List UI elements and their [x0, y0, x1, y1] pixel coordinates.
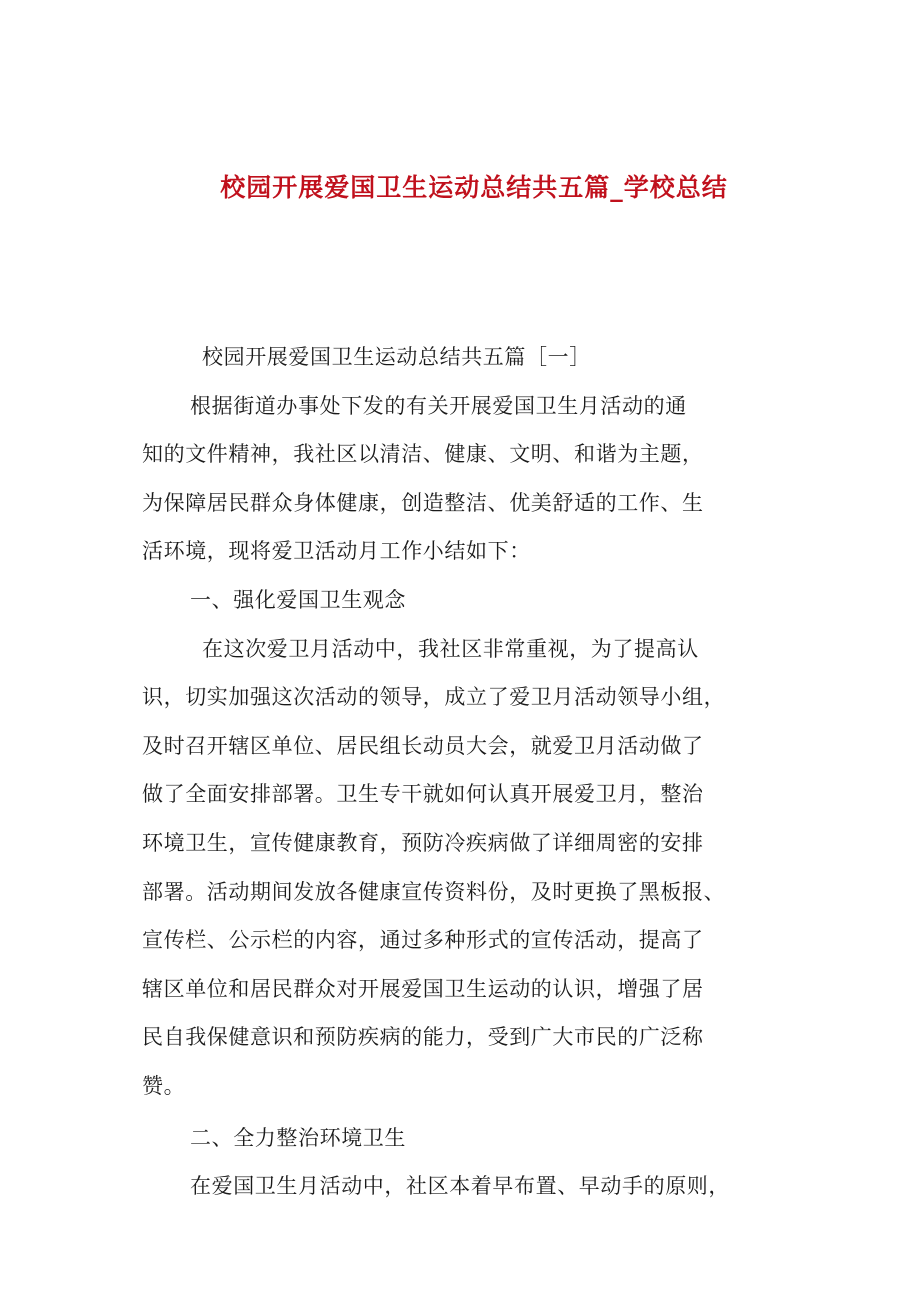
paragraph-line: 在这次爱卫月活动中，我社区非常重视，为了提高认: [202, 636, 699, 661]
section-heading: 二、全力整治环境卫生: [190, 1125, 406, 1150]
paragraph-line: 在爱国卫生月活动中，社区本着早布置、早动手的原则，: [190, 1174, 730, 1199]
paragraph-line: 环境卫生，宣传健康教育，预防冷疾病做了详细周密的安排: [142, 830, 704, 855]
document-body: [142, 333, 792, 1211]
paragraph-line: 为保障居民群众身体健康，创造整洁、优美舒适的工作、生: [142, 490, 704, 515]
paragraph-line: 赞。: [142, 1073, 186, 1098]
paragraph-line: 宣传栏、公示栏的内容，通过多种形式的宣传活动，提高了: [142, 928, 704, 953]
paragraph-line: 辖区单位和居民群众对开展爱国卫生运动的认识，增强了居: [142, 976, 704, 1001]
paragraph-line: 知的文件精神，我社区以清洁、健康、文明、和谐为主题，: [142, 442, 704, 467]
paragraph-line: 做了全面安排部署。卫生专干就如何认真开展爱卫月，整治: [142, 782, 704, 807]
paragraph-line: 根据街道办事处下发的有关开展爱国卫生月活动的通: [190, 393, 687, 418]
paragraph-line: 民自我保健意识和预防疾病的能力，受到广大市民的广泛称: [142, 1025, 704, 1050]
paragraph-line: 识，切实加强这次活动的领导，成立了爱卫月活动领导小组，: [142, 685, 726, 710]
section-heading: 一、强化爱国卫生观念: [190, 587, 406, 612]
section-heading: 校园开展爱国卫生运动总结共五篇［一］: [202, 345, 591, 369]
paragraph-line: 及时召开辖区单位、居民组长动员大会，就爱卫月活动做了: [142, 733, 704, 758]
paragraph-line: 活环境，现将爱卫活动月工作小结如下：: [142, 539, 531, 564]
document-title: 校园开展爱国卫生运动总结共五篇_学校总结: [220, 173, 728, 202]
paragraph-line: 部署。活动期间发放各健康宣传资料份，及时更换了黑板报、: [142, 879, 726, 904]
